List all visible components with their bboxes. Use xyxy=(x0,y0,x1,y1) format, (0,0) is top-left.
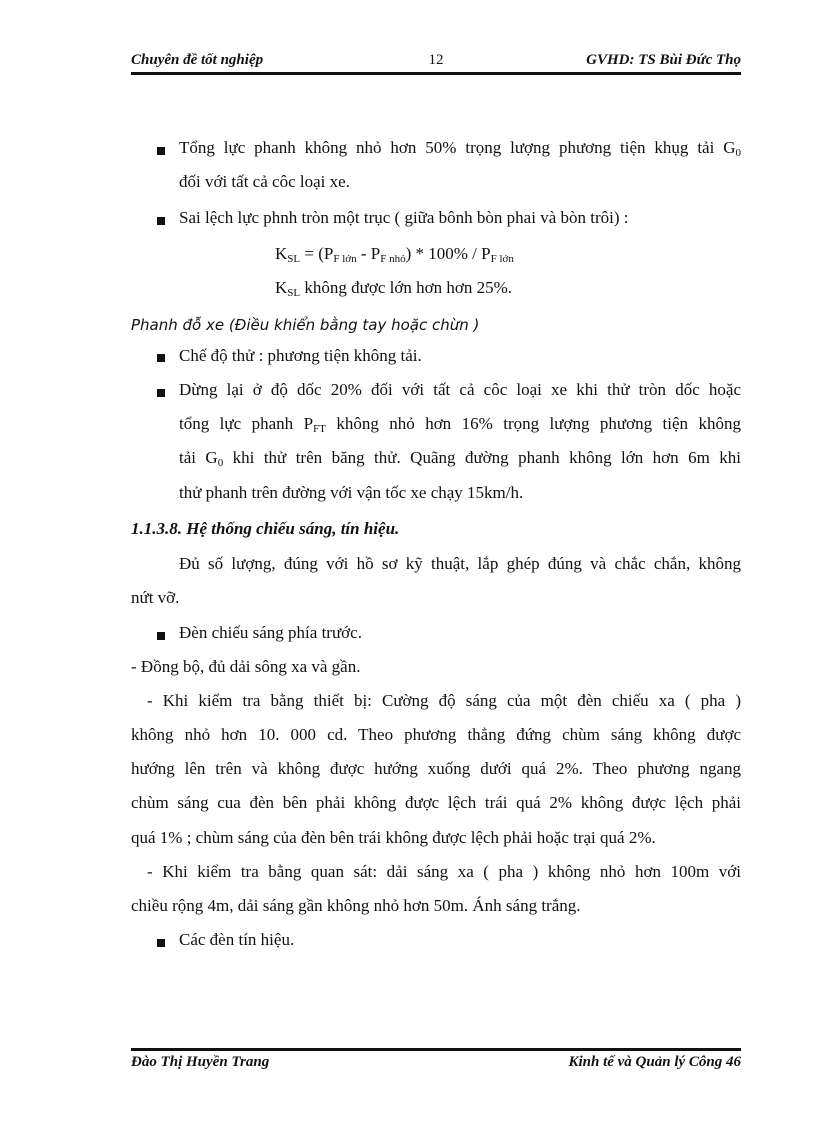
bullet-icon xyxy=(157,632,165,640)
bullet-1-line-1: Tổng lực phanh không nhỏ hơn 50% trọng lượng phương tiện khụg tải $G_0$ xyxy=(179,138,741,159)
page-number: 12 xyxy=(428,52,444,68)
formula-ksl: $K_{SL} = (P_{F lớn} - P_{F nhỏ}) * 100\% / P_{F lớn}$ xyxy=(275,244,514,265)
formula-ksl-limit: $K_{SL}$ không được lớn hơn hơn 25%. xyxy=(275,278,512,299)
bullet-4-line-1: Dừng lại ở độ dốc 20% đối với tất cả côc loại xe khi thử tròn dốc hoặc xyxy=(179,380,741,399)
footer-rule xyxy=(131,1048,741,1051)
paragraph-1-line-1: Đủ số lượng, đúng với hồ sơ kỹ thuật, lắp ghép đúng và chắc chắn, không xyxy=(179,554,741,573)
bullet-icon xyxy=(157,354,165,362)
header-advisor: GVHD: TS Bùi Đức Thọ xyxy=(586,52,741,68)
bullet-2: Sai lệch lực phnh tròn một trục ( giữa bônh bòn phai và bòn trôi) : xyxy=(179,208,629,227)
footer-author: Đào Thị Huyền Trang xyxy=(131,1054,270,1070)
header-title: Chuyên đề tốt nghiệp xyxy=(131,52,264,68)
bullet-4-line-2: tổng lực phanh $P_{FT}$ không nhỏ hơn 16% trọng lượng phương tiện không xyxy=(179,414,741,435)
paragraph-2-line-5: quá 1% ; chùm sáng của đèn bên trái không được lệch phải hoặc trại quá 2%. xyxy=(131,828,656,847)
paragraph-2-line-1: - Khi kiểm tra bằng thiết bị: Cường độ sáng của một đèn chiếu xa ( pha ) xyxy=(147,691,741,710)
footer-class: Kinh tế và Quản lý Công 46 xyxy=(568,1054,741,1070)
paragraph-2-line-4: chùm sáng cua đèn bên phải không được lệch trái quá 2% không được lệch phải xyxy=(131,793,741,812)
bullet-5: Đèn chiếu sáng phía trước. xyxy=(179,623,362,642)
dash-item-1: - Đồng bộ, đủ dải sông xa và gần. xyxy=(131,657,361,676)
paragraph-3-line-2: chiều rộng 4m, dải sáng gần không nhỏ hơn 50m. Ánh sáng trắng. xyxy=(131,896,581,915)
bullet-icon xyxy=(157,217,165,225)
bullet-6: Các đèn tín hiệu. xyxy=(179,930,295,949)
bullet-icon xyxy=(157,939,165,947)
parking-brake-heading: Phanh đỗ xe (Điều khiển bằng tay hoặc chừn ) xyxy=(131,316,480,334)
paragraph-2-line-3: hướng lên trên và không được hướng xuống dưới quá 2%. Theo phương ngang xyxy=(131,759,741,778)
paragraph-3-line-1: - Khi kiểm tra bằng quan sát: dải sáng xa ( pha ) không nhỏ hơn 100m với xyxy=(147,862,741,881)
bullet-1-line-2: đối với tất cả côc loại xe. xyxy=(179,172,350,191)
bullet-icon xyxy=(157,389,165,397)
section-heading: 1.1.3.8. Hệ thống chiếu sáng, tín hiệu. xyxy=(131,519,400,538)
page-header xyxy=(131,52,741,74)
header-rule xyxy=(131,72,741,75)
bullet-4-line-3: tải $G_0$ khi thử trên băng thử. Quãng đường phanh không lớn hơn 6m khi xyxy=(179,448,741,469)
bullet-4-line-4: thử phanh trên đường với vận tốc xe chạy 15km/h. xyxy=(179,483,524,502)
paragraph-1-line-2: nứt vỡ. xyxy=(131,588,180,607)
paragraph-2-line-2: không nhỏ hơn 10. 000 cd. Theo phương thẳng đứng chùm sáng không được xyxy=(131,725,741,744)
bullet-3: Chế độ thử : phương tiện không tải. xyxy=(179,346,422,365)
bullet-icon xyxy=(157,147,165,155)
page-footer xyxy=(131,1054,741,1076)
